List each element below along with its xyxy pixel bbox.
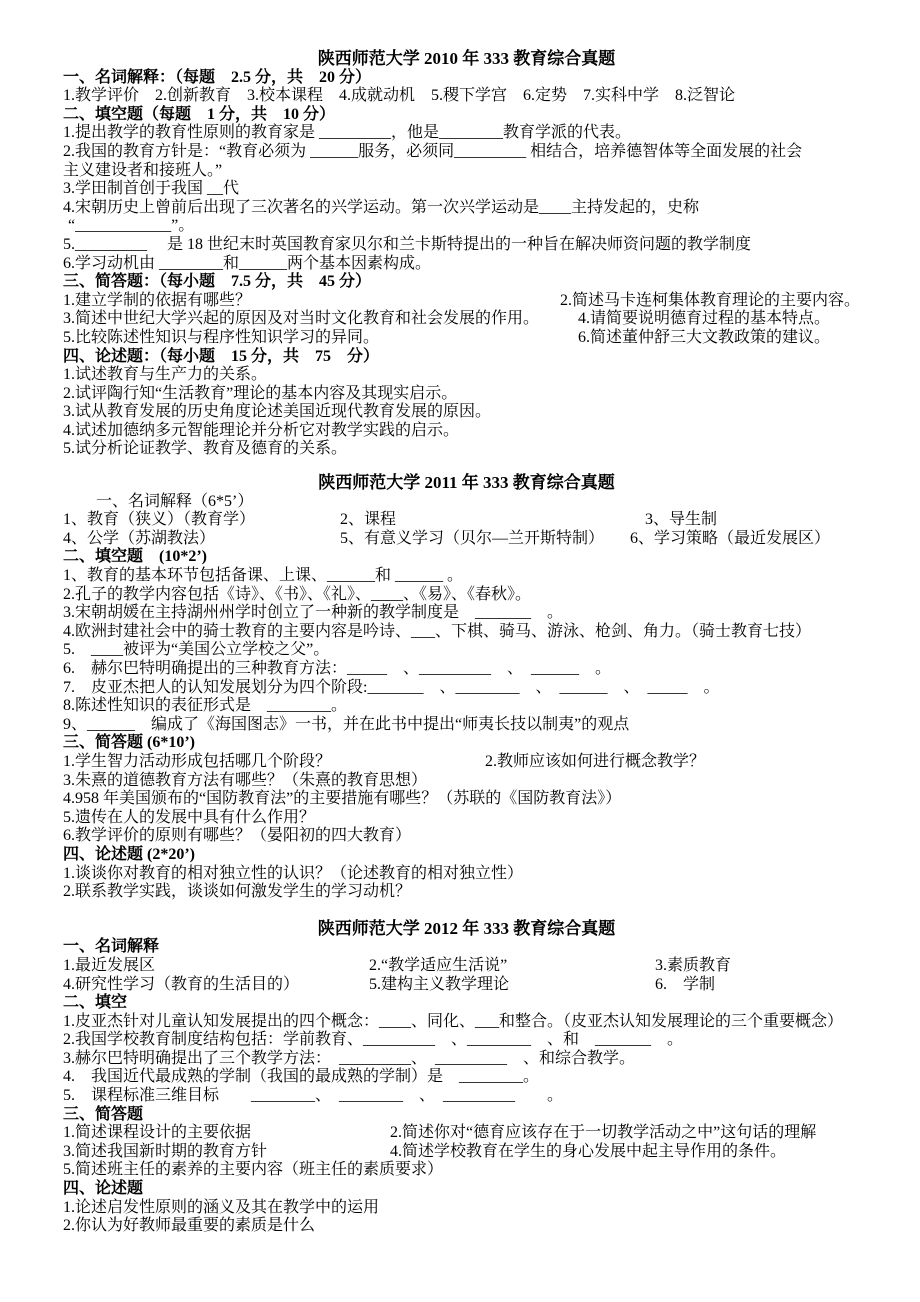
exam-2010-question-col: 4.请简要说明德育过程的基本特点。 (578, 310, 831, 328)
exam-2012-section-header: 二、填空 (63, 994, 128, 1012)
exam-2010-line: 主义建设者和接班人。” (63, 161, 223, 179)
exam-2012-question-col: 4.简述学校教育在学生的身心发展中起主导作用的条件。 (390, 1142, 787, 1160)
exam-2011-line: 2.孔子的教学内容包括《诗》、《书》、《礼》、____、《易》、《春秋》。 (63, 585, 532, 603)
exam-2011-section (63, 474, 870, 902)
exam-2011-question-col: 1、教育（狭义）（教育学） (63, 511, 256, 529)
exam-2011-section-header: 三、简答题 (6*10’) (63, 734, 195, 752)
exam-2011-line (63, 511, 870, 530)
exam-2011-line: 9、______ 编成了《海国图志》一书，并在此书中提出“师夷长技以制夷”的观点 (63, 715, 630, 733)
exam-2011-line: 5. ____被评为“美国公立学校之父”。 (63, 641, 330, 659)
exam-2011-line: 6.教学评价的原则有哪些？（晏阳初的四大教育） (63, 827, 412, 845)
exam-2010-question-col: 2.简述马卡连柯集体教育理论的主要内容。 (560, 291, 861, 309)
exam-2010-line: 3.试从教育发展的历史角度论述美国近现代教育发展的原因。 (63, 403, 492, 421)
exam-2012-line: 5. 课程标准三维目标 ________、 ________ 、 _________ 。 (63, 1087, 564, 1105)
exam-2012-line: 1.皮亚杰针对儿童认知发展提出的四个概念：____、同化、___和整合。（皮亚杰认知发展理论的三个重要概念） (63, 1012, 844, 1030)
exam-2011-line: 1.谈谈你对教育的相对独立性的认识？（论述教育的相对独立性） (63, 864, 524, 882)
exam-2012-line: 2.我国学校教育制度结构包括：学前教育、_________ 、________ 、和 _______ 。 (63, 1031, 684, 1049)
exam-title-2011: 陕西师范大学 2011 年 333 教育综合真题 (318, 473, 615, 493)
exam-2012-question-col: 2.“教学适应生活说” (369, 956, 508, 974)
exam-2010-line: “____________”。 (68, 217, 195, 235)
exam-2010-line: 2.我国的教育方针是：“教育必须为 ______服务，必须同_________ 相结合，培养德智体等全面发展的社会 (63, 142, 803, 160)
exam-2012-section-header: 一、名词解释 (63, 938, 160, 956)
exam-2011-line: 一、名词解释（6*5’） (96, 492, 254, 510)
exam-title-2010: 陕西师范大学 2010 年 333 教育综合真题 (317, 49, 616, 68)
exam-2011-line: 1、教育的基本环节包括备课、上课、______和 ______ 。 (63, 567, 464, 585)
exam-2012-section (63, 920, 870, 1236)
exam-2012-line (63, 957, 870, 976)
exam-2010-question-col: 1.建立学制的依据有哪些？ (63, 291, 252, 309)
exam-2012-line (63, 1124, 870, 1143)
exam-2011-section-header: 四、论述题 (2*20’) (63, 845, 195, 863)
exam-2012-line: 3.赫尔巴特明确提出了三个教学方法： _________、 _________ 、和综合教学。 (63, 1049, 636, 1067)
exam-2010-question-col: 5.比较陈述性知识与程序性知识学习的异同。 (63, 328, 380, 346)
exam-2010-section (63, 50, 870, 459)
exam-2010-line: 1.提出教学的教育性原则的教育家是 _________，他是________教育学派的代表。 (63, 124, 632, 142)
exam-2011-question-col: 5、有意义学习（贝尔—兰开斯特制） (340, 529, 605, 547)
exam-2012-question-col: 3.素质教育 (655, 956, 732, 974)
exam-2011-line: 3.宋朝胡媛在主持湖州州学时创立了一种新的教学制度是 _______ 。 (63, 604, 564, 622)
exam-2011-question-col: 1.学生智力活动形成包括哪几个阶段？ (63, 752, 332, 770)
exam-2011-section-header: 二、填空题 (10*2’) (63, 548, 207, 566)
exam-2011-line: 4.958 年美国颁布的“国防教育法”的主要措施有哪些？（苏联的《国防教育法》） (63, 790, 622, 808)
exam-2010-line: 4.试述加德纳多元智能理论并分析它对教学实践的启示。 (63, 421, 460, 439)
exam-2010-question-col: 6.简述董仲舒三大文教政策的建议。 (578, 328, 831, 346)
exam-2010-question-col: 3.简述中世纪大学兴起的原因及对当时文化教育和社会发展的作用。 (63, 310, 540, 328)
exam-2012-question-col: 1.最近发展区 (63, 956, 156, 974)
exam-2010-line: 4.宋朝历史上曾前后出现了三次著名的兴学运动。第一次兴学运动是____主持发起的，史称 (63, 198, 700, 216)
exam-2011-line: 7. 皮亚杰把人的认知发展划分为四个阶段:_______ 、________ 、 ______ 、 _____ 。 (63, 678, 720, 696)
exam-2012-section-header: 三、简答题 (63, 1105, 144, 1123)
exam-2010-section-header: 四、论述题：（每小题 15 分，共 75 分） (63, 347, 380, 365)
exam-2012-line (63, 1143, 870, 1162)
exam-title-2012: 陕西师范大学 2012 年 333 教育综合真题 (317, 918, 616, 938)
exam-2012-question-col: 1.简述课程设计的主要依据 (63, 1124, 252, 1142)
exam-2011-line: 6. 赫尔巴特明确提出的三种教育方法：_____ 、_________ 、 ______ 。 (63, 660, 612, 677)
exam-2012-question-col: 4.研究性学习（教育的生活目的） (63, 975, 300, 993)
exam-2012-question-col: 6. 学制 (655, 975, 716, 993)
exam-2012-line: 4. 我国近代最成熟的学制（我国的最成熟的学制）是 ________。 (63, 1068, 540, 1086)
exam-2011-line (63, 530, 870, 549)
exam-2010-line: 1.教学评价 2.创新教育 3.校本课程 4.成就动机 5.稷下学宫 6.定势 7.实科中学 8.泛智论 (63, 87, 736, 105)
exam-2012-line: 1.论述启发性原则的涵义及其在教学中的运用 (63, 1198, 380, 1216)
exam-2012-line (63, 976, 870, 995)
exam-2010-line: 2.试评陶行知“生活教育”理论的基本内容及其现实启示。 (63, 384, 458, 402)
exam-2010-section-header: 二、填空题（每题 1 分，共 10 分） (63, 105, 336, 123)
exam-2010-line (63, 292, 870, 311)
exam-2010-line (63, 310, 870, 329)
exam-2011-question-col: 6、学习策略（最近发展区） (630, 529, 831, 547)
exam-2012-question-col: 3.简述我国新时期的教育方针 (63, 1142, 268, 1160)
exam-2010-line: 5.试分析论证教学、教育及德育的关系。 (63, 440, 348, 458)
exam-2010-line (63, 329, 870, 348)
exam-2012-section-header: 四、论述题 (63, 1180, 144, 1198)
exam-2011-question-col: 2、课程 (340, 511, 397, 529)
exam-2011-line: 4.欧洲封建社会中的骑士教育的主要内容是吟诗、___、下棋、骑马、游泳、枪剑、角力。（骑士教育七技） (63, 622, 812, 640)
exam-2011-question-col: 4、公学（苏湖教法） (63, 529, 216, 547)
exam-2012-question-col: 5.建构主义教学理论 (369, 975, 510, 993)
exam-2011-line: 2.联系教学实践，谈谈如何激发学生的学习动机？ (63, 883, 412, 901)
exam-2011-line: 5.遗传在人的发展中具有什么作用？ (63, 808, 316, 826)
exam-2011-question-col: 2.教师应该如何进行概念教学？ (485, 752, 706, 770)
exam-2010-section-header: 三、简答题：（每小题 7.5 分，共 45 分） (63, 273, 372, 291)
exam-2011-question-col: 3、导生制 (645, 511, 718, 529)
exam-2011-line: 3.朱熹的道德教育方法有哪些？（朱熹的教育思想） (63, 771, 428, 789)
exam-2012-line: 5.简述班主任的素养的主要内容（班主任的素质要求） (63, 1161, 444, 1179)
exam-2012-question-col: 2.简述你对“德育应该存在于一切教学活动之中”这句话的理解 (390, 1124, 817, 1142)
exam-2011-line (63, 753, 870, 772)
exam-2010-line: 5._________ 是 18 世纪末时英国教育家贝尔和兰卡斯特提出的一种旨在解决师资问题的教学制度 (63, 235, 752, 253)
exam-2010-line: 3.学田制首创于我国 __代 (63, 180, 240, 198)
exam-2010-line: 6.学习动机由 ________和______两个基本因素构成。 (63, 254, 432, 272)
exam-2011-line: 8.陈述性知识的表征形式是 ________。 (63, 697, 348, 715)
exam-2012-line: 2.你认为好教师最重要的素质是什么 (63, 1217, 316, 1235)
exam-2010-line: 1.试述教育与生产力的关系。 (63, 366, 268, 384)
exam-2010-section-header: 一、名词解释：（每题 2.5 分，共 20 分） (63, 68, 372, 86)
